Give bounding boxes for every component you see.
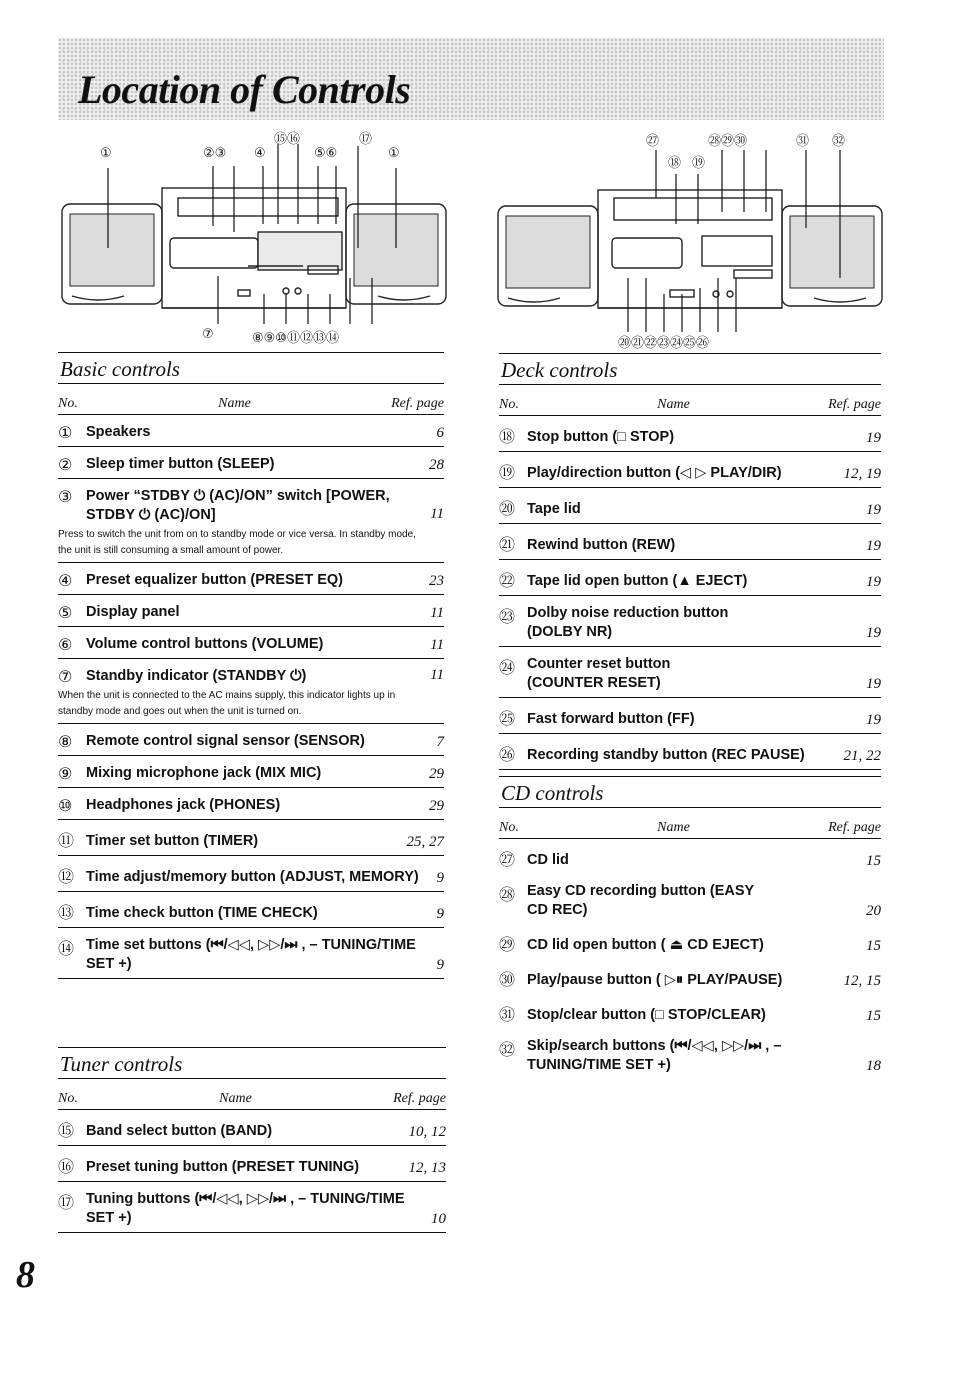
callout-20-26: ⑳㉑㉒㉓㉔㉕㉖ [618, 336, 710, 351]
row-name: Dolby noise reduction button (DOLBY NR) [527, 605, 729, 640]
boombox-front-figure [58, 128, 450, 348]
row-name: Fast forward button (FF) [527, 711, 695, 727]
row-number: ㉕ [499, 709, 516, 728]
row-number: ⑳ [499, 499, 516, 518]
row-number: ⑫ [58, 867, 75, 886]
callout-17: ⑰ [359, 132, 373, 147]
table-row [58, 659, 444, 724]
table-row [58, 892, 444, 928]
callout-7: ⑦ [202, 327, 214, 342]
row-number: ㉗ [499, 850, 516, 869]
row-name: Headphones jack (PHONES) [86, 797, 281, 813]
callout-8-14: ⑧⑨⑩⑪⑫⑬⑭ [252, 331, 339, 346]
callout-5-6: ⑤⑥ [314, 146, 338, 161]
row-ref-page: 19 [866, 574, 881, 590]
table-row [499, 452, 881, 488]
table-row [499, 874, 881, 924]
row-name: Timer set button (TIMER) [86, 833, 259, 849]
row-ref-page: 19 [866, 625, 881, 641]
table-row [499, 488, 881, 524]
row-ref-page: 12, 15 [843, 973, 881, 989]
row-number: ⑬ [58, 903, 75, 922]
table-row [499, 1029, 881, 1079]
row-name: Preset equalizer button (PRESET EQ) [86, 572, 344, 588]
row-number: ⑪ [58, 831, 75, 850]
row-ref-page: 9 [436, 957, 444, 973]
table-row [499, 839, 881, 874]
table-row [58, 756, 444, 788]
table-row [58, 595, 444, 627]
col-ref: Ref. page [391, 396, 444, 411]
table-row [499, 959, 881, 994]
row-number: ⑲ [499, 463, 516, 482]
row-number: ㉔ [499, 658, 516, 677]
row-number: ㉛ [499, 1005, 516, 1024]
table-row [58, 820, 444, 856]
column-header [58, 1091, 446, 1110]
row-number: ⑭ [58, 939, 75, 958]
row-ref-page: 10 [431, 1211, 446, 1227]
row-ref-page: 11 [430, 605, 444, 621]
table-row [58, 627, 444, 659]
row-name: Tape lid open button (▲ EJECT) [527, 573, 748, 589]
col-name: Name [219, 1091, 252, 1106]
row-number: ⑤ [58, 603, 73, 622]
col-no: No. [499, 820, 519, 835]
row-number: ⑮ [58, 1121, 75, 1140]
row-ref-page: 10, 12 [408, 1124, 446, 1140]
row-number: ㉜ [499, 1040, 516, 1059]
table-row [499, 734, 881, 770]
page-title: Location of Controls [78, 67, 411, 112]
table-row [58, 928, 444, 979]
tuner-controls-heading [58, 1047, 446, 1079]
row-name: Time adjust/memory button (ADJUST, MEMORY) [86, 869, 419, 885]
row-name: Stop/clear button (□ STOP/CLEAR) [527, 1007, 766, 1023]
col-no: No. [58, 1091, 78, 1106]
column-header [58, 396, 444, 415]
row-name: Play/direction button (◁ ▷ PLAY/DIR) [527, 465, 782, 481]
row-number: ⑯ [58, 1157, 75, 1176]
row-number: ① [58, 423, 73, 442]
column-header [499, 820, 881, 839]
table-row [499, 416, 881, 452]
row-ref-page: 19 [866, 712, 881, 728]
col-no: No. [499, 397, 519, 412]
cd-controls-heading [499, 776, 881, 808]
row-number: ⑥ [58, 635, 73, 654]
row-number: ② [58, 455, 73, 474]
row-name: Recording standby button (REC PAUSE) [527, 747, 805, 763]
row-name: CD lid [527, 852, 569, 868]
col-ref: Ref. page [828, 820, 881, 835]
col-name: Name [657, 397, 690, 412]
row-name: Rewind button (REW) [527, 537, 676, 553]
row-ref-page: 19 [866, 538, 881, 554]
table-row [58, 447, 444, 479]
row-number: ㉙ [499, 935, 516, 954]
row-name: Preset tuning button (PRESET TUNING) [86, 1159, 360, 1175]
table-row [499, 560, 881, 596]
row-ref-page: 9 [436, 906, 444, 922]
row-name: Skip/search buttons (⏮/◁◁, ▷▷/⏭ , – TUNING/TIME SET +) [527, 1038, 782, 1073]
row-name: Time set buttons (⏮/◁◁, ▷▷/⏭ , – TUNING/TIME SET +) [86, 937, 416, 972]
row-note: Press to switch the unit from on to standby mode or vice versa. In standby mode, the unit is still consuming a small amount of power. [58, 529, 416, 556]
row-number: ㉓ [499, 607, 516, 626]
boombox-front-illustration [58, 128, 450, 348]
section-title: CD controls [501, 781, 604, 805]
row-ref-page: 29 [429, 798, 444, 814]
table-row [499, 524, 881, 560]
row-number: ㉑ [499, 535, 516, 554]
callout-19: ⑲ [692, 156, 706, 171]
col-ref: Ref. page [393, 1091, 446, 1106]
row-ref-page: 11 [430, 667, 444, 683]
row-ref-page: 12, 19 [843, 466, 881, 482]
row-name: Standby indicator (STANDBY ⏻) [86, 668, 307, 684]
row-name: Remote control signal sensor (SENSOR) [86, 733, 365, 749]
callout-1-right: ① [388, 146, 400, 161]
row-name: Time check button (TIME CHECK) [86, 905, 318, 921]
row-ref-page: 29 [429, 766, 444, 782]
row-ref-page: 19 [866, 430, 881, 446]
row-note: When the unit is connected to the AC mains supply, this indicator lights up in standby mode and goes out when the unit is turned on. [58, 690, 396, 717]
row-ref-page: 19 [866, 502, 881, 518]
row-name: CD lid open button ( ⏏ CD EJECT) [527, 937, 764, 953]
row-ref-page: 9 [436, 870, 444, 886]
row-name: Counter reset button (COUNTER RESET) [527, 656, 671, 691]
table-row [58, 724, 444, 756]
row-name: Mixing microphone jack (MIX MIC) [86, 765, 322, 781]
callout-1-left: ① [100, 146, 112, 161]
row-name: Power “STDBY ⏻ (AC)/ON” switch [POWER, STDBY ⏻ (AC)/ON] [86, 488, 390, 523]
row-ref-page: 15 [866, 1008, 881, 1024]
section-title: Tuner controls [60, 1052, 183, 1076]
row-number: ③ [58, 487, 73, 506]
table-row [499, 994, 881, 1029]
table-row [499, 647, 881, 698]
basic-controls-section [58, 352, 444, 979]
table-row [58, 479, 444, 563]
row-ref-page: 6 [436, 425, 444, 441]
row-name: Play/pause button ( ▷⏸ PLAY/PAUSE) [527, 972, 783, 988]
callout-18: ⑱ [668, 156, 682, 171]
row-ref-page: 15 [866, 938, 881, 954]
row-ref-page: 19 [866, 676, 881, 692]
callout-28-30: ㉘㉙㉚ [708, 134, 748, 149]
boombox-top-figure [494, 128, 886, 352]
row-name: Volume control buttons (VOLUME) [86, 636, 324, 652]
row-number: ④ [58, 571, 73, 590]
row-ref-page: 11 [430, 637, 444, 653]
table-row [499, 698, 881, 734]
row-name: Speakers [86, 424, 151, 440]
section-title: Deck controls [501, 358, 618, 382]
row-name: Stop button (□ STOP) [527, 429, 675, 445]
boombox-top-illustration [494, 128, 886, 352]
row-name: Display panel [86, 604, 180, 620]
cd-controls-section [499, 776, 881, 1079]
row-ref-page: 18 [866, 1058, 881, 1074]
col-no: No. [58, 396, 78, 411]
basic-controls-heading [58, 352, 444, 384]
tuner-controls-section [58, 1047, 446, 1233]
callout-4: ④ [254, 146, 266, 161]
row-ref-page: 23 [429, 573, 444, 589]
col-name: Name [657, 820, 690, 835]
table-row [58, 563, 444, 595]
row-ref-page: 15 [866, 853, 881, 869]
table-row [499, 924, 881, 959]
table-row [58, 788, 444, 820]
row-name: Easy CD recording button (EASY CD REC) [527, 883, 754, 918]
table-row [58, 1146, 446, 1182]
row-number: ㉖ [499, 745, 516, 764]
section-title: Basic controls [60, 357, 180, 381]
row-name: Sleep timer button (SLEEP) [86, 456, 275, 472]
table-row [499, 596, 881, 647]
table-row [58, 1110, 446, 1146]
column-header [499, 397, 881, 416]
row-number: ⑰ [58, 1193, 75, 1212]
row-name: Tuning buttons (⏮/◁◁, ▷▷/⏭ , – TUNING/TIME SET +) [86, 1191, 405, 1226]
callout-32: ㉜ [832, 134, 846, 149]
table-row [58, 856, 444, 892]
row-number: ㉘ [499, 885, 516, 904]
table-row [58, 415, 444, 447]
row-ref-page: 21, 22 [843, 748, 881, 764]
col-name: Name [218, 396, 251, 411]
row-number: ⑱ [499, 427, 516, 446]
row-number: ㉚ [499, 970, 516, 989]
row-name: Tape lid [527, 501, 581, 517]
page-number: 8 [16, 1254, 35, 1296]
row-number: ⑨ [58, 764, 73, 783]
row-ref-page: 12, 13 [408, 1160, 446, 1176]
deck-controls-section [499, 353, 881, 770]
callout-31: ㉛ [796, 134, 810, 149]
row-name: Band select button (BAND) [86, 1123, 273, 1139]
row-ref-page: 11 [430, 506, 444, 522]
row-number: ㉒ [499, 571, 516, 590]
table-row [58, 1182, 446, 1233]
col-ref: Ref. page [828, 397, 881, 412]
callout-15-16: ⑮⑯ [274, 132, 301, 147]
row-ref-page: 20 [866, 903, 881, 919]
callout-2-3: ②③ [203, 146, 227, 161]
callout-27: ㉗ [646, 134, 660, 149]
row-number: ⑧ [58, 732, 73, 751]
row-number: ⑦ [58, 667, 73, 686]
row-ref-page: 25, 27 [406, 834, 444, 850]
row-ref-page: 7 [436, 734, 444, 750]
deck-controls-heading [499, 353, 881, 385]
row-number: ⑩ [58, 796, 73, 815]
row-ref-page: 28 [429, 457, 444, 473]
